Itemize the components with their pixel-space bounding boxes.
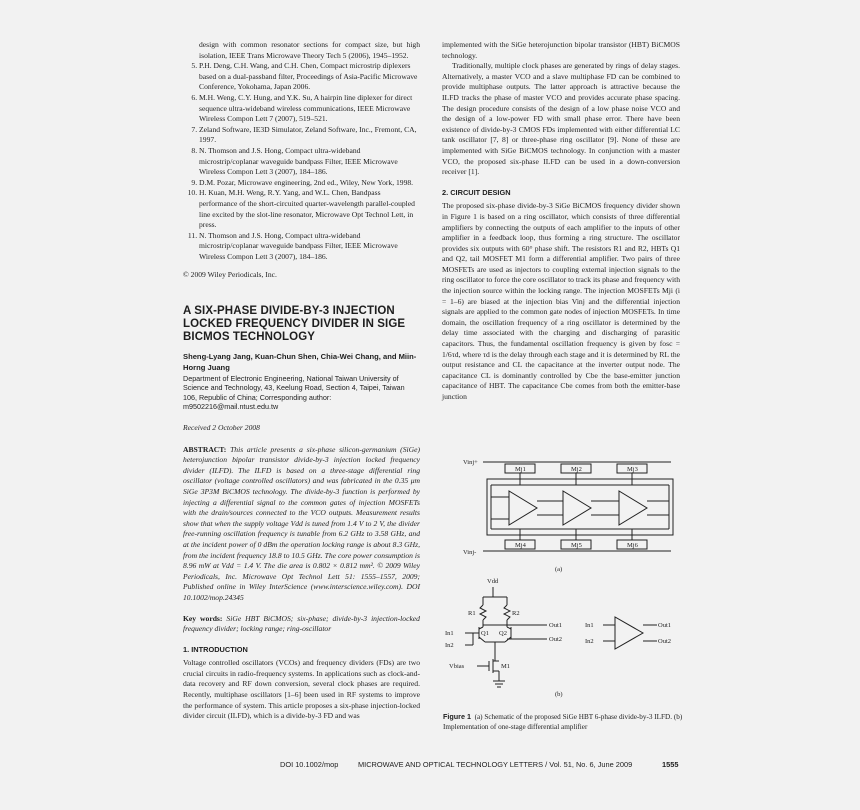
- label-mj5: Mj5: [571, 542, 582, 549]
- figure-caption-label: Figure 1: [443, 712, 471, 721]
- label-out2: Out2: [549, 636, 562, 643]
- circuit-design-text: The proposed six-phase divide-by-3 SiGe BiCMOS frequency divider shown in Figure 1 is based on a ring oscillator, which consists of three differential amplifiers by connecting the outputs of each amplifier to the inputs of other amplifier in a feedback loop, thus forming a ring structure. The oscillator provides six outputs with 60° phase shift. The resistors R1 and R2, HBTs Q1 and Q2, tail MOSFET M1 form a differential amplifier. Two pairs of three MOSFETs are used as injectors to coupling external injection signals to the ring oscillator to force the core oscillator to track its phase and frequency with the injection source within the locking range. The injection MOSFETs Mji (i = 1–6) are biased at the injection bias Vinj and the differential injection signals are applied to the common gate nodes of injection MOSFETs. In time domain, the oscillation frequency of a ring oscillator is determined by the delay time associated with the charging and discharging of parasitic capacitors. Thus, the fundamental oscillation frequency is given by fosc = 1/6τd, where τd is the delay through each stage and it is determined by RL the output resistance and CL the capacitance at the inverter output node. The capacitance CL is dominantly controlled by Cbe the base-emitter junction capacitance of HBT. The capacitance Cbe comes from both the emitter-base junction: [442, 201, 680, 401]
- article-title: A SIX-PHASE DIVIDE-BY-3 INJECTION LOCKED FREQUENCY DIVIDER IN SIGE BICMOS TECHNOLOGY: [183, 305, 406, 343]
- reference-item: 8. N. Thomson and J.S. Hong, Compact ultra-wideband microstrip/coplanar waveguide bandpass Filter, IEEE Microwave Wireless Compon Lett 3 (2007), 184–186.: [199, 146, 420, 178]
- reference-continued: design with common resonator sections for compact size, but high isolation, IEEE Trans Microwave Theory Tech 5 (2006), 1945–1952.: [199, 40, 420, 60]
- intro-paragraph-2: Traditionally, multiple clock phases are generated by rings of delay stages. Alternatively, a master VCO and a slave multiphase FD can be combined to provide multiphase outputs. The latter approach is attractive because the ILFD tracks the phase of master VCO and provides accurate phase spacing. The design procedure consists of the design of a low phase noise VCO and the design of a low-power FD with small phase error. There have been existence of divide-by-3 CMOS FDs implemented with either differential LC tank oscillator [7, 8] or three-phase ring oscillator [9]. None of these are implemented with SiGe BiCMOS technology. In conjunction with a master VCO, the proposed six-phase ILFD can be used in a down-conversion receiver [1].: [442, 61, 680, 177]
- section-heading-circuit-design: 2. CIRCUIT DESIGN: [442, 187, 511, 197]
- label-m1: M1: [501, 663, 511, 670]
- label-in2-equivalent: In2: [585, 638, 594, 645]
- keywords-label: Key words:: [183, 613, 223, 623]
- label-vinj-minus: Vinj-: [463, 549, 477, 556]
- label-sub-a: (a): [555, 566, 563, 573]
- left-column: [183, 40, 420, 722]
- reference-item: 9. D.M. Pozar, Microwave engineering, 2nd ed., Wiley, New York, 1998.: [199, 178, 420, 189]
- introduction-text: Voltage controlled oscillators (VCOs) and frequency dividers (FDs) are two crucial circuits in radio-frequency systems. In applications such as clock-and-data recovery and RF down conversion, several clock phases are required. Recently, multiphase oscillators [1–6] been used in RF systems to improve the performance of system. This article proposes a six-phase injection-locked divider circuit (ILFD), which is a divide-by-3 FD and was: [183, 658, 420, 721]
- label-sub-b: (b): [555, 691, 563, 698]
- received-date: Received 2 October 2008: [183, 423, 260, 433]
- reference-item: 10. H. Kuan, M.H. Weng, R.Y. Yang, and W.L. Chen, Bandpass performance of the short-circuited quarter-wavelength parallel-coupled line excited by the slot-line resonator, Microwave Opt Technol Lett, in press.: [199, 188, 420, 230]
- circuit-schematic: [443, 455, 681, 705]
- figure-caption-text: (a) Schematic of the proposed SiGe HBT 6-phase divide-by-3 ILFD. (b) Implementation of one-stage differential amplifier: [443, 713, 683, 731]
- footer-doi: DOI 10.1002/mop: [280, 760, 339, 769]
- label-mj1: Mj1: [515, 466, 526, 473]
- label-out1-equivalent: Out1: [658, 622, 671, 629]
- figure-1: [443, 455, 681, 705]
- keywords-text: SiGe HBT BiCMOS; six-phase; divide-by-3 injection-locked frequency divider; locking range; ring-oscillator: [183, 613, 420, 634]
- reference-item: 7. Zeland Software, IE3D Simulator, Zeland Software, Inc., Fremont, CA, 1997.: [199, 125, 420, 146]
- label-vdd: Vdd: [487, 578, 499, 585]
- reference-list: [183, 61, 420, 262]
- label-r2: R2: [512, 610, 520, 617]
- label-r1: R1: [468, 610, 476, 617]
- label-vinj-plus: Vinj+: [463, 459, 478, 466]
- keywords: [183, 614, 420, 635]
- label-mj4: Mj4: [515, 542, 526, 549]
- author-affiliation: Department of Electronic Engineering, National Taiwan University of Science and Technology, 43, Keelung Road, Section 4, Taipei, Taiwan 106, Republic of China; Corresponding author: m9502216@mail.ntust.edu.tw: [183, 373, 405, 412]
- abstract-label: ABSTRACT:: [183, 444, 227, 454]
- references-copyright: © 2009 Wiley Periodicals, Inc.: [183, 270, 277, 280]
- abstract: [183, 445, 420, 604]
- label-out2-equivalent: Out2: [658, 638, 671, 645]
- reference-item: 6. M.H. Weng, C.Y. Hung, and Y.K. Su, A hairpin line diplexer for direct sequence ultra-wideband wireless communications, IEEE Microwave Wireless Compon Lett 7 (2007), 519–521.: [199, 93, 420, 125]
- section-heading-introduction: 1. INTRODUCTION: [183, 644, 248, 654]
- reference-item: 11. N. Thomson and J.S. Hong, Compact ultra-wideband microstrip/coplanar waveguide bandpass Filter, IEEE Microwave Wireless Compon Lett 3 (2007), 184–186.: [199, 231, 420, 263]
- footer-page-number: 1555: [662, 760, 679, 769]
- article-authors: Sheng-Lyang Jang, Kuan-Chun Shen, Chia-Wei Chang, and Miin-Horng Juang: [183, 352, 417, 373]
- reference-item: 5. P.H. Deng, C.H. Wang, and C.H. Chen, Compact microstrip diplexers based on a dual-passband filter, Proceedings of Asia-Pacific Microwave Conference, Yokohama, Japan 2006.: [199, 61, 420, 93]
- label-q2: Q2: [499, 630, 507, 637]
- footer-journal: MICROWAVE AND OPTICAL TECHNOLOGY LETTERS / Vol. 51, No. 6, June 2009: [358, 760, 633, 769]
- label-q1: Q1: [481, 630, 489, 637]
- figure-caption: [443, 712, 683, 732]
- intro-continued-text: implemented with the SiGe heterojunction bipolar transistor (HBT) BiCMOS technology.: [442, 40, 680, 60]
- label-mj6: Mj6: [627, 542, 638, 549]
- label-out1: Out1: [549, 622, 562, 629]
- right-column: [442, 40, 680, 403]
- abstract-text: This article presents a six-phase silicon-germanium (SiGe) heterojunction bipolar transistor divide-by-3 injection locked frequency divider (ILFD). The ILFD is based on a three-stage differential ring oscillator (voltage controlled oscillators) and was fabricated in the 0.35 μm SiGe 3P3M BiCMOS technology. The divide-by-3 function is performed by injecting a differential signal to the common gates of injection MOSFETs with the drain/sources connected to the VCO outputs. Measurement results show that when the supply voltage Vdd is tuned from 1.4 V to 2 V, the divider free-running oscillation frequency is tunable from 6.2 GHz to 3.58 GHz, and at the incident power of 0 dBm the operation locking range is about 8.3 GHz, from the incident frequency 18.8 to 10.5 GHz. The core power consumption is 8.96 mW at Vdd = 1.4 V. The die area is 0.802 × 0.812 mm². © 2009 Wiley Periodicals, Inc. Microwave Opt Technol Lett 51: 1555–1557, 2009; Published online in Wiley InterScience (www.interscience.wiley.com). DOI 10.1002/mop.24345: [183, 444, 420, 602]
- label-vbias: Vbias: [449, 663, 465, 670]
- label-mj2: Mj2: [571, 466, 582, 473]
- label-in1: In1: [445, 630, 454, 637]
- label-in2: In2: [445, 642, 454, 649]
- label-mj3: Mj3: [627, 466, 638, 473]
- label-in1-equivalent: In1: [585, 622, 594, 629]
